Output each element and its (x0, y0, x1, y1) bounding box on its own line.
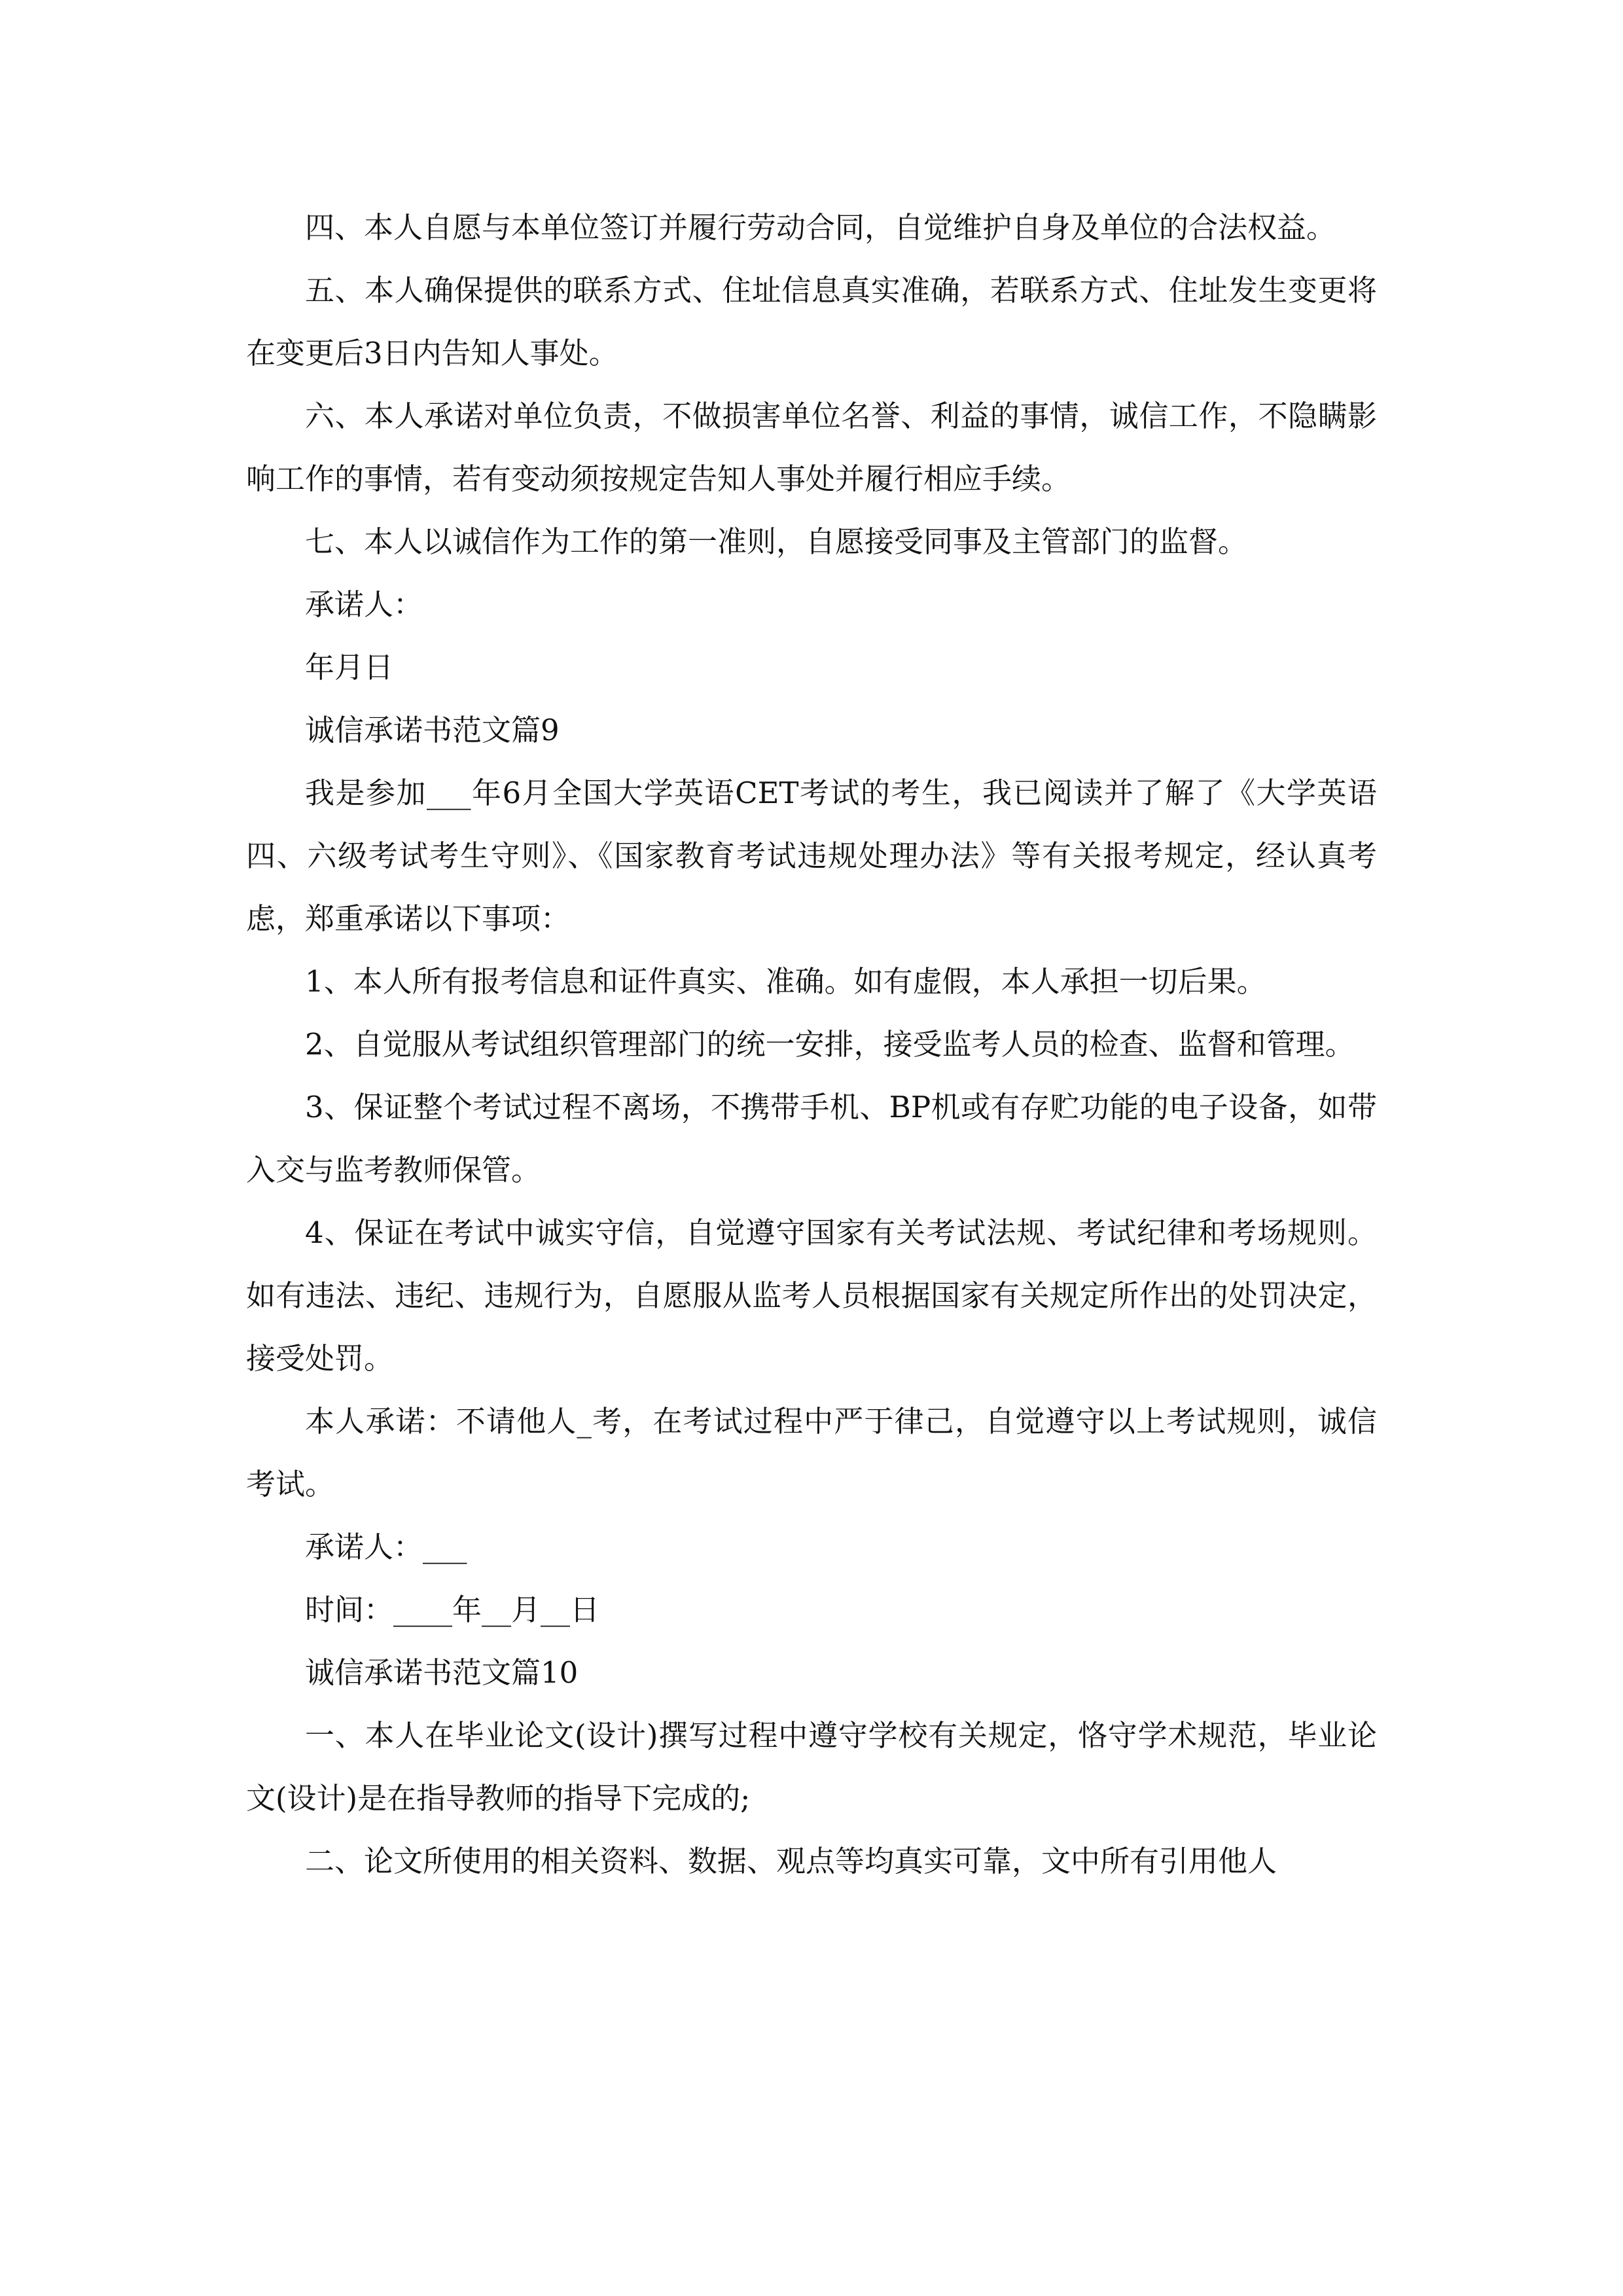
intro-paragraph: 我是参加___年6月全国大学英语CET考试的考生，我已阅读并了解了《大学英语四、六级考试考生守则》、《国家教育考试违规处理办法》等有关报考规定，经认真考虑，郑重承诺以下事项： (246, 776, 1377, 936)
personal-pledge: 本人承诺：不请他人_考，在考试过程中严于律己，自觉遵守以上考试规则，诚信考试。 (246, 1404, 1377, 1501)
item-3: 3、保证整个考试过程不离场，不携带手机、BP机或有存贮功能的电子设备，如带入交与监考教师保管。 (246, 1090, 1377, 1187)
thesis-clause-2: 二、论文所使用的相关资料、数据、观点等均真实可靠，文中所有引用他人 (305, 1844, 1277, 1878)
item-2: 2、自觉服从考试组织管理部门的统一安排，接受监考人员的检查、监督和管理。 (305, 1027, 1355, 1062)
clause-6: 六、本人承诺对单位负责，不做损害单位名誉、利益的事情，诚信工作，不隐瞒影响工作的事情，若有变动须按规定告知人事处并履行相应手续。 (246, 399, 1377, 496)
section-heading-9: 诚信承诺书范文篇9 (305, 713, 560, 747)
time-line: 时间：____年__月__日 (305, 1592, 600, 1627)
item-1: 1、本人所有报考信息和证件真实、准确。如有虚假，本人承担一切后果。 (305, 964, 1266, 999)
signatory-line: 承诺人： (305, 587, 423, 622)
clause-7: 七、本人以诚信作为工作的第一准则，自愿接受同事及主管部门的监督。 (305, 524, 1248, 559)
document-page (246, 196, 1377, 1893)
clause-5: 五、本人确保提供的联系方式、住址信息真实准确，若联系方式、住址发生变更将在变更后3日内告知人事处。 (246, 273, 1377, 370)
clause-4: 四、本人自愿与本单位签订并履行劳动合同，自觉维护自身及单位的合法权益。 (305, 210, 1336, 245)
item-4: 4、保证在考试中诚实守信，自觉遵守国家有关考试法规、考试纪律和考场规则。如有违法、违纪、违规行为，自愿服从监考人员根据国家有关规定所作出的处罚决定，接受处罚。 (246, 1215, 1377, 1376)
section-heading-10: 诚信承诺书范文篇10 (305, 1655, 579, 1690)
date-line: 年月日 (305, 650, 394, 685)
signatory-line-2: 承诺人：___ (305, 1530, 467, 1564)
thesis-clause-1: 一、本人在毕业论文(设计)撰写过程中遵守学校有关规定，恪守学术规范，毕业论文(设计)是在指导教师的指导下完成的; (246, 1718, 1377, 1816)
